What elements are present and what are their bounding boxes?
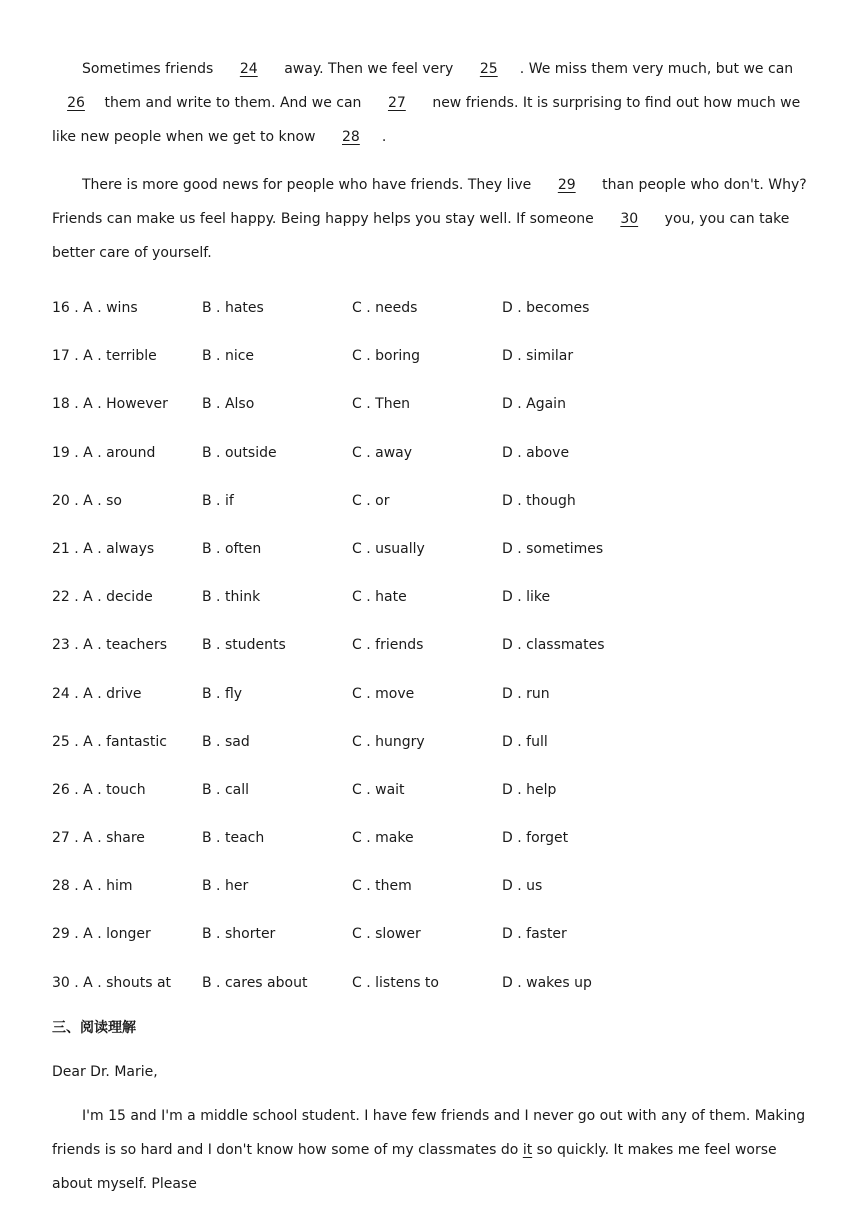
option-c: wait — [375, 781, 405, 798]
option-b: shorter — [224, 926, 276, 943]
option-b: sad — [224, 733, 250, 750]
question-number: 16 — [52, 300, 70, 316]
option-c: usually — [375, 540, 425, 557]
section-title-reading: 三、阅读理解 — [52, 1019, 136, 1036]
passage-paragraph-1: Sometimes friends 24 away. Then we feel very 25 . We miss them very much, but we can 26 them and write to them. And we can 27 new friends. It is surprising to find out how much we like new people when we get to know 28 . — [52, 52, 812, 154]
question-number: 29 — [52, 926, 70, 943]
letter-greeting: Dear Dr. Marie, — [52, 1063, 158, 1080]
option-b: students — [224, 637, 286, 654]
blank-25: 25 — [479, 61, 498, 77]
question-row: 20 . A . so B . if C . or D . though — [52, 477, 812, 525]
question-number: 18 — [52, 396, 70, 413]
option-a: drive — [106, 685, 142, 702]
option-a: teachers — [106, 637, 168, 654]
question-number: 27 — [52, 830, 70, 847]
question-row: 29 . A . longer B . shorter C . slower D . faster — [52, 910, 812, 958]
question-row: 24 . A . drive B . fly C . move D . run — [52, 670, 812, 718]
option-b: call — [224, 781, 250, 798]
question-number: 19 — [52, 444, 70, 461]
question-row: 21 . A . always B . often C . usually D . sometimes — [52, 525, 812, 573]
option-a: touch — [106, 781, 146, 798]
question-list — [52, 284, 812, 1007]
question-row: 18 . A . However B . Also C . Then D . Again — [52, 380, 812, 428]
question-row: 22 . A . decide B . think C . hate D . like — [52, 573, 812, 621]
blank-26: 26 — [67, 95, 85, 111]
option-c: Then — [375, 396, 411, 413]
question-number: 28 — [52, 878, 70, 895]
question-number: 20 — [52, 492, 70, 509]
question-number: 30 — [52, 974, 70, 991]
option-a: so — [106, 492, 122, 509]
option-c: needs — [375, 300, 418, 316]
option-c: hate — [375, 589, 407, 606]
option-b: cares about — [224, 974, 308, 991]
option-b: Also — [224, 396, 255, 413]
option-d: us — [526, 878, 543, 895]
option-a: decide — [106, 589, 153, 606]
option-b: nice — [224, 348, 255, 365]
option-c: slower — [375, 926, 421, 943]
question-number: 22 — [52, 589, 70, 606]
option-d: becomes — [526, 300, 590, 316]
option-c: hungry — [375, 733, 425, 750]
option-c: away — [375, 444, 413, 461]
option-c: them — [375, 878, 412, 895]
option-b: her — [224, 878, 249, 895]
question-number: 21 — [52, 540, 70, 557]
blank-28: 28 — [342, 129, 360, 145]
question-row: 26 . A . touch B . call C . wait D . help — [52, 766, 812, 814]
option-a: him — [106, 878, 133, 895]
blank-24: 24 — [239, 61, 258, 77]
option-d: full — [526, 733, 548, 750]
option-a: always — [106, 540, 155, 557]
option-d: faster — [526, 926, 567, 943]
option-d: above — [526, 444, 570, 461]
blank-30: 30 — [620, 211, 639, 227]
question-row: 17 . A . terrible B . nice C . boring D . similar — [52, 332, 812, 380]
option-b: fly — [224, 685, 243, 702]
option-c: friends — [375, 637, 424, 654]
worksheet-page — [52, 52, 812, 1201]
option-d: help — [526, 781, 557, 798]
blank-29: 29 — [557, 177, 576, 193]
question-number: 17 — [52, 348, 70, 365]
option-d: though — [526, 492, 576, 509]
option-c: make — [375, 830, 414, 847]
option-d: wakes up — [526, 974, 592, 991]
option-c: boring — [375, 348, 420, 365]
option-c: move — [375, 685, 415, 702]
question-number: 24 — [52, 685, 70, 702]
option-a: wins — [106, 300, 138, 316]
option-b: hates — [224, 300, 264, 316]
question-number: 26 — [52, 781, 70, 798]
option-d: similar — [526, 348, 574, 365]
question-row: 27 . A . share B . teach C . make D . forget — [52, 814, 812, 862]
question-row: 25 . A . fantastic B . sad C . hungry D . full — [52, 718, 812, 766]
option-a: around — [106, 444, 156, 461]
question-row: 30 . A . shouts at B . cares about C . listens to D . wakes up — [52, 959, 812, 1007]
option-a: longer — [106, 926, 151, 943]
question-row: 19 . A . around B . outside C . away D . above — [52, 429, 812, 477]
option-a: fantastic — [106, 733, 167, 750]
option-b: outside — [224, 444, 277, 461]
question-row: 23 . A . teachers B . students C . friends D . classmates — [52, 621, 812, 669]
option-a: However — [106, 396, 168, 413]
passage-paragraph-2: There is more good news for people who have friends. They live 29 than people who don't. Why? Friends can make us feel happy. Being happy helps you stay well. If someone 30 you, you can take better care of yourself. — [52, 168, 812, 270]
option-a: terrible — [106, 348, 157, 365]
option-c: listens to — [375, 974, 439, 991]
option-d: forget — [526, 830, 569, 847]
option-d: run — [526, 685, 550, 702]
option-b: teach — [224, 830, 265, 847]
option-d: classmates — [526, 637, 605, 654]
question-number: 23 — [52, 637, 70, 654]
option-d: sometimes — [526, 540, 604, 557]
option-d: Again — [526, 396, 566, 413]
option-d: like — [526, 589, 551, 606]
question-row: 16 . A . wins B . hates C . needs D . becomes — [52, 284, 812, 332]
option-a: share — [106, 830, 145, 847]
option-a: shouts at — [106, 974, 172, 991]
option-b: think — [224, 589, 261, 606]
blank-27: 27 — [387, 95, 406, 111]
option-b: often — [224, 540, 262, 557]
option-b: if — [224, 492, 234, 509]
option-c: or — [375, 492, 390, 509]
underlined-word-it: it — [522, 1141, 533, 1158]
letter-body: I'm 15 and I'm a middle school student. I have few friends and I never go out with any of them. Making friends is so hard and I don't know how some of my classmates do it so quickly. It makes me feel worse about myself. Please — [52, 1107, 806, 1192]
question-row: 28 . A . him B . her C . them D . us — [52, 862, 812, 910]
question-number: 25 — [52, 733, 70, 750]
